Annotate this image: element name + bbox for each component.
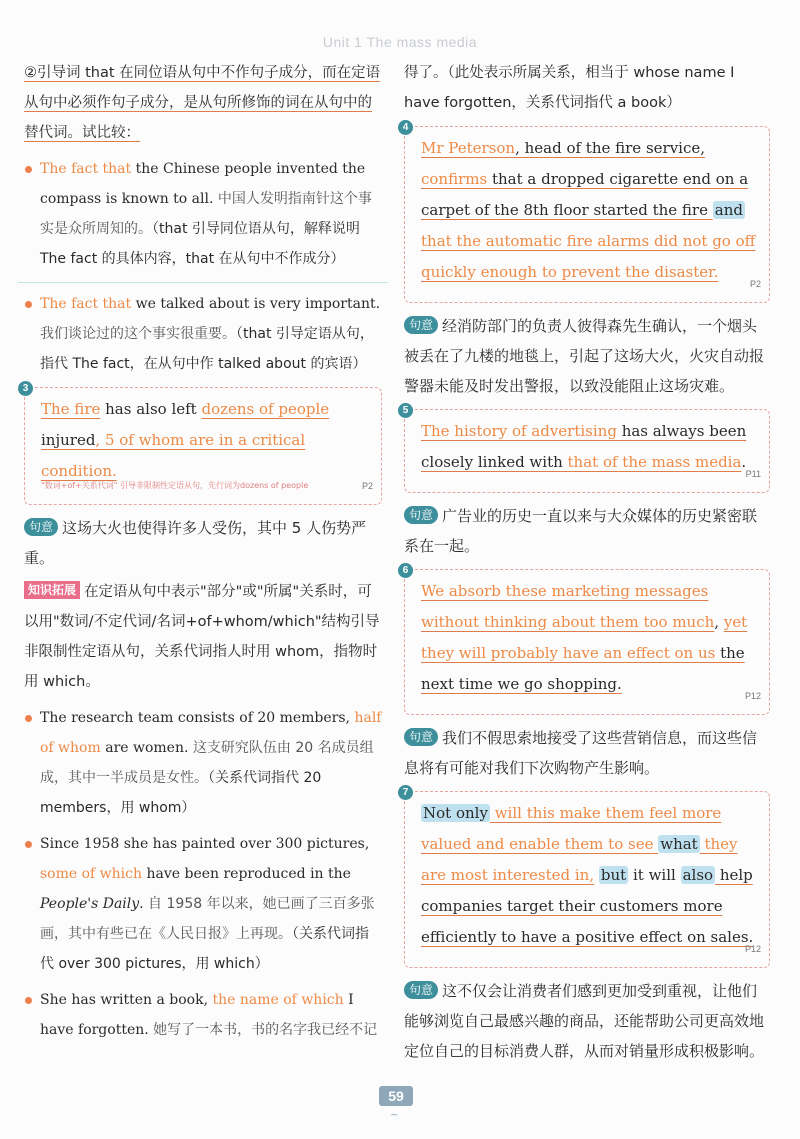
highlight-phrase: the name of which: [212, 992, 344, 1008]
subject: Mr Peterson: [421, 139, 516, 157]
knowledge-extension: [24, 577, 382, 697]
example-bullet-1: [24, 154, 382, 274]
newspaper-name: People's Daily: [40, 896, 140, 912]
example-zh: 中国人发明指南针这个事实是众所周知的。: [40, 191, 372, 237]
unit-header: Unit 1 The mass media: [322, 34, 478, 50]
box-number: 3: [18, 381, 33, 396]
translation-text: 这不仅会让消费者们感到更加受到重视，让他们能够浏览自己最感兴趣的商品，还能帮助公司更高效地定位自己的目标消费人群，从而对销量形成积极影响。: [404, 982, 765, 1060]
translation-7: [404, 976, 770, 1066]
highlight-phrase: half of whom: [40, 710, 382, 756]
example-note: （关系代词指代 20 members，用 whom）: [40, 770, 322, 816]
translation-6: [404, 723, 770, 783]
example-en: The research team consists of 20 members,: [40, 710, 355, 726]
example-zh: 这支研究队伍由 20 名成员组成，其中一半成员是女性。: [40, 740, 374, 786]
divider: [18, 282, 388, 283]
meaning-tag: 句意: [24, 518, 58, 536]
box-number: 7: [398, 785, 413, 800]
highlight-phrase: some of which: [40, 866, 143, 882]
sentence-box-4: [402, 122, 770, 303]
example-bullet-2: [24, 289, 382, 379]
predicate: confirms: [421, 170, 488, 188]
clause-2: help companies target their customers more efficiently to have a positive effect on sales.: [421, 866, 754, 946]
page-ref: P12: [744, 691, 761, 701]
sentence-box-5: [402, 405, 770, 493]
translation-text: 这场大火也使得许多人受伤，其中 5 人伤势严重。: [24, 519, 367, 567]
example-en: are women.: [100, 740, 189, 756]
box-number: 4: [398, 120, 413, 135]
what-word: what: [660, 835, 698, 853]
translation-3: [24, 513, 382, 573]
page-ref: P12: [744, 944, 761, 954]
conjunction: and: [714, 201, 743, 219]
page-number: 59: [379, 1086, 413, 1106]
example-bullet-3: [24, 703, 382, 823]
object: dozens of people: [201, 400, 330, 418]
clause-2: yet they will probably have an effect on us: [421, 613, 748, 662]
punctuation: .: [741, 453, 747, 471]
example-zh: 自 1958 年以来，她已画了三百多张画，其中有些已在《人民日报》上再现。: [40, 896, 375, 942]
example-zh: 我们谈论过的这个事实很重要。: [40, 326, 236, 342]
example-en: we talked about is very important.: [131, 296, 381, 312]
example-note: （关系代词指代 over 300 pictures，用 which）: [40, 926, 369, 972]
also-word: also: [682, 866, 714, 884]
page-decoration-icon: ~: [390, 1110, 399, 1121]
page-ref: P11: [745, 469, 761, 479]
extension-tag: 知识拓展: [24, 581, 80, 599]
highlight-phrase: The fact that: [40, 161, 132, 177]
left-column: [24, 58, 382, 1045]
example-note: （that 引导同位语从句，解释说明 The fact 的具体内容，that 在从句中不作成分）: [40, 221, 360, 267]
subject: The fire: [41, 400, 101, 418]
example-bullet-4: [24, 829, 382, 979]
meaning-tag: 句意: [404, 728, 438, 746]
sentence-box-3: [22, 383, 382, 505]
box-note: "数词+of+关系代词" 引导非限制性定语从句，先行词为dozens of people: [41, 481, 309, 490]
page-ref: P2: [361, 481, 373, 491]
example-zh: 她写了一本书，书的名字我已经不记: [148, 1022, 378, 1038]
object: that of the mass media: [567, 453, 742, 471]
translation-text: 我们不假思索地接受了这些营销信息，而这些信息将有可能对我们下次购物产生影响。: [404, 729, 758, 777]
example-note: （that 引导定语从句，指代 The fact，在从句中作 talked about 的宾语）: [40, 326, 374, 372]
sentence-box-6: [402, 565, 770, 715]
intro-text: ②引导词 that 在同位语从句中不作句子成分，而在定语从句中必须作句子成分，是从句所修饰的词在从句中的替代词。试比较：: [24, 65, 381, 141]
adverbial-clause: the next time we go shopping.: [421, 644, 745, 693]
meaning-tag: 句意: [404, 316, 438, 334]
clause-1: will this make them feel more valued and enable them to see: [421, 804, 722, 853]
translation-text: 广告业的历史一直以来与大众媒体的历史紧密联系在一起。: [404, 507, 758, 555]
translation-text: 经消防部门的负责人彼得森先生确认，一个烟头被丢在了九楼的地毯上，引起了这场大火，火灾自动报警器未能及时发出警报，以致没能阻止这场灾难。: [404, 317, 765, 395]
complement: injured: [41, 431, 96, 449]
appositive: , head of the fire service,: [515, 139, 706, 157]
not-only: Not only: [423, 804, 488, 822]
box-number: 5: [398, 403, 413, 418]
example-bullet-5: [24, 985, 382, 1045]
box-number: 6: [398, 563, 413, 578]
page-ref: P2: [749, 279, 761, 289]
punctuation: ,: [714, 613, 724, 631]
translation-5: [404, 501, 770, 561]
sentence-box-7: [402, 787, 770, 968]
but-word: but: [600, 866, 627, 884]
predicate: has always been closely linked with: [421, 422, 747, 471]
example-en: .: [139, 896, 144, 912]
example-en: I have forgotten.: [40, 992, 354, 1038]
example-en: the Chinese people invented the compass is known to all.: [40, 161, 366, 207]
right-column: [404, 58, 770, 1066]
example-en: have been reproduced in the: [142, 866, 351, 882]
verb-phrase: has also left: [100, 400, 202, 418]
relative-clause: , 5 of whom are in a critical condition.: [41, 431, 306, 480]
meaning-tag: 句意: [404, 981, 438, 999]
subject: The history of advertising: [421, 422, 617, 440]
continued-text: 得了。（此处表示所属关系，相当于 whose name I have forgotten，关系代词指代 a book）: [404, 65, 735, 111]
clause-1: We absorb these marketing messages without thinking about them too much: [421, 582, 715, 631]
object-clause: they are most interested in,: [421, 835, 738, 884]
translation-4: [404, 311, 770, 401]
example-en: She has written a book,: [40, 992, 213, 1008]
object-clause-1: that a dropped cigarette end on a carpet of the 8th floor started the fire: [421, 170, 749, 219]
clause-2-part: it will: [628, 866, 681, 884]
example-en: Since 1958 she has painted over 300 pictures,: [40, 836, 370, 852]
object-clause-2: that the automatic fire alarms did not go off quickly enough to prevent the disaster.: [421, 232, 756, 281]
extension-text: 在定语从句中表示"部分"或"所属"关系时，可以用"数词/不定代词/名词+of+whom/which"结构引导非限制性定语从句，关系代词指人时用 whom，指物时用 which。: [24, 584, 380, 690]
meaning-tag: 句意: [404, 506, 438, 524]
highlight-phrase: The fact that: [40, 296, 132, 312]
